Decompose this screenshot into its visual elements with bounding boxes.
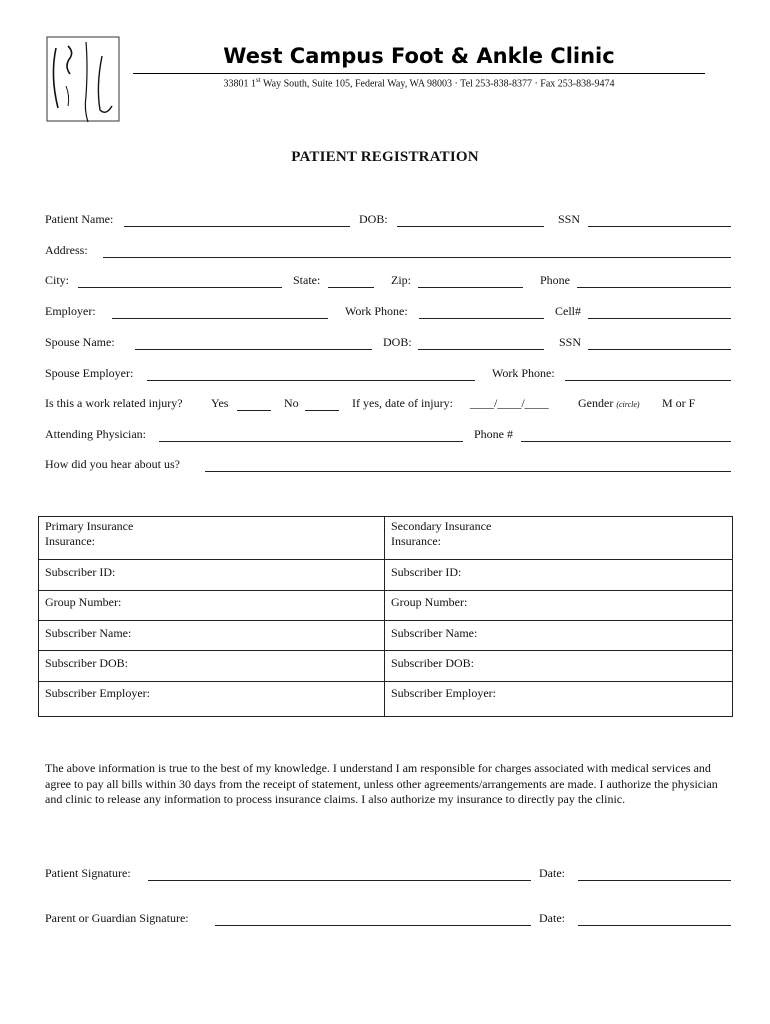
attending-physician-field[interactable] <box>159 441 463 442</box>
gender-text: Gender <box>578 396 614 410</box>
phone-field[interactable] <box>577 287 731 288</box>
clinic-name: West Campus Foot & Ankle Clinic <box>223 44 615 68</box>
insurance-table <box>38 516 733 717</box>
clinic-address <box>133 76 705 89</box>
primary-insurance-label[interactable]: Insurance: <box>45 534 95 548</box>
gender-options[interactable]: M or F <box>662 396 696 410</box>
primary-subscriber-id[interactable]: Subscriber ID: <box>45 565 116 579</box>
how-hear-label: How did you hear about us? <box>45 457 180 471</box>
no-label: No <box>284 396 299 410</box>
how-hear-field[interactable] <box>205 471 731 472</box>
spouse-ssn-field[interactable] <box>588 349 731 350</box>
city-field[interactable] <box>78 287 282 288</box>
guardian-signature-field[interactable] <box>215 925 531 926</box>
secondary-insurance-header: Secondary Insurance <box>391 519 492 533</box>
spouse-employer-field[interactable] <box>147 380 475 381</box>
yes-label: Yes <box>211 396 229 410</box>
table-row-divider <box>39 650 732 651</box>
injury-date-field[interactable]: ____/____/____ <box>470 396 549 410</box>
address-field[interactable] <box>103 257 731 258</box>
ssn-field[interactable] <box>588 226 731 227</box>
employer-field[interactable] <box>112 318 328 319</box>
spouse-work-phone-field[interactable] <box>565 380 731 381</box>
work-injury-label: Is this a work related injury? <box>45 396 183 410</box>
address-rest: Way South, Suite 105, Federal Way, WA 98003 · Tel 253-838-8377 · Fax 253-838-9474 <box>260 78 615 90</box>
clinic-logo <box>46 36 120 124</box>
primary-subscriber-dob[interactable]: Subscriber DOB: <box>45 656 128 670</box>
secondary-subscriber-name[interactable]: Subscriber Name: <box>391 626 478 640</box>
spouse-name-label: Spouse Name: <box>45 335 115 349</box>
spouse-name-field[interactable] <box>135 349 372 350</box>
cell-label: Cell# <box>555 304 581 318</box>
zip-label: Zip: <box>391 273 411 287</box>
table-row-divider <box>39 590 732 591</box>
address-label: Address: <box>45 243 88 257</box>
spouse-ssn-label: SSN <box>559 335 582 349</box>
attending-physician-label: Attending Physician: <box>45 427 146 441</box>
date1-field[interactable] <box>578 880 731 881</box>
table-row-divider <box>39 681 732 682</box>
primary-subscriber-name[interactable]: Subscriber Name: <box>45 626 132 640</box>
circle-note: (circle) <box>616 400 640 409</box>
employer-label: Employer: <box>45 304 96 318</box>
yes-field[interactable] <box>237 410 271 411</box>
secondary-subscriber-employer[interactable]: Subscriber Employer: <box>391 686 496 700</box>
zip-field[interactable] <box>418 287 523 288</box>
primary-insurance-header: Primary Insurance <box>45 519 134 533</box>
spouse-dob-label: DOB: <box>383 335 412 349</box>
spouse-employer-label: Spouse Employer: <box>45 366 134 380</box>
cell-field[interactable] <box>588 318 731 319</box>
dob-field[interactable] <box>397 226 544 227</box>
patient-signature-field[interactable] <box>148 880 531 881</box>
spouse-work-phone-label: Work Phone: <box>492 366 555 380</box>
insurance-column-divider <box>384 517 385 716</box>
ssn-label: SSN <box>558 212 581 226</box>
secondary-subscriber-id[interactable]: Subscriber ID: <box>391 565 462 579</box>
city-label: City: <box>45 273 70 287</box>
secondary-insurance-label[interactable]: Insurance: <box>391 534 441 548</box>
work-phone-field[interactable] <box>419 318 544 319</box>
no-field[interactable] <box>305 410 339 411</box>
phone-label: Phone <box>540 273 570 287</box>
physician-phone-field[interactable] <box>521 441 731 442</box>
guardian-signature-label: Parent or Guardian Signature: <box>45 911 189 925</box>
patient-name-label: Patient Name: <box>45 212 114 226</box>
date2-label: Date: <box>539 911 565 925</box>
primary-subscriber-employer[interactable]: Subscriber Employer: <box>45 686 150 700</box>
primary-group-number[interactable]: Group Number: <box>45 595 122 609</box>
date2-field[interactable] <box>578 925 731 926</box>
gender-label <box>578 396 640 411</box>
patient-signature-label: Patient Signature: <box>45 866 131 880</box>
work-phone-label: Work Phone: <box>345 304 408 318</box>
form-title: PATIENT REGISTRATION <box>291 149 479 165</box>
address-sup: st <box>256 76 261 84</box>
secondary-group-number[interactable]: Group Number: <box>391 595 468 609</box>
date1-label: Date: <box>539 866 565 880</box>
dob-label: DOB: <box>359 212 388 226</box>
physician-phone-label: Phone # <box>474 427 513 441</box>
injury-date-label: If yes, date of injury: <box>352 396 453 410</box>
secondary-subscriber-dob[interactable]: Subscriber DOB: <box>391 656 474 670</box>
table-row-divider <box>39 559 732 560</box>
spouse-dob-field[interactable] <box>418 349 544 350</box>
table-row-divider <box>39 620 732 621</box>
header-rule <box>133 73 705 74</box>
consent-text: The above information is true to the best of my knowledge. I understand I am responsible for charges associated with medical services and agree to pay all bills within 30 days from the receipt of statement, unless other agreements/arrangements are made. I authorize the physician and clinic to release any information to process insurance claims. I also authorize my insurance to directly pay the clinic. <box>45 761 718 806</box>
foot-ankle-logo-icon <box>46 36 120 124</box>
state-label: State: <box>293 273 321 287</box>
patient-name-field[interactable] <box>124 226 350 227</box>
state-field[interactable] <box>328 287 374 288</box>
address-part: 33801 1 <box>223 78 257 90</box>
